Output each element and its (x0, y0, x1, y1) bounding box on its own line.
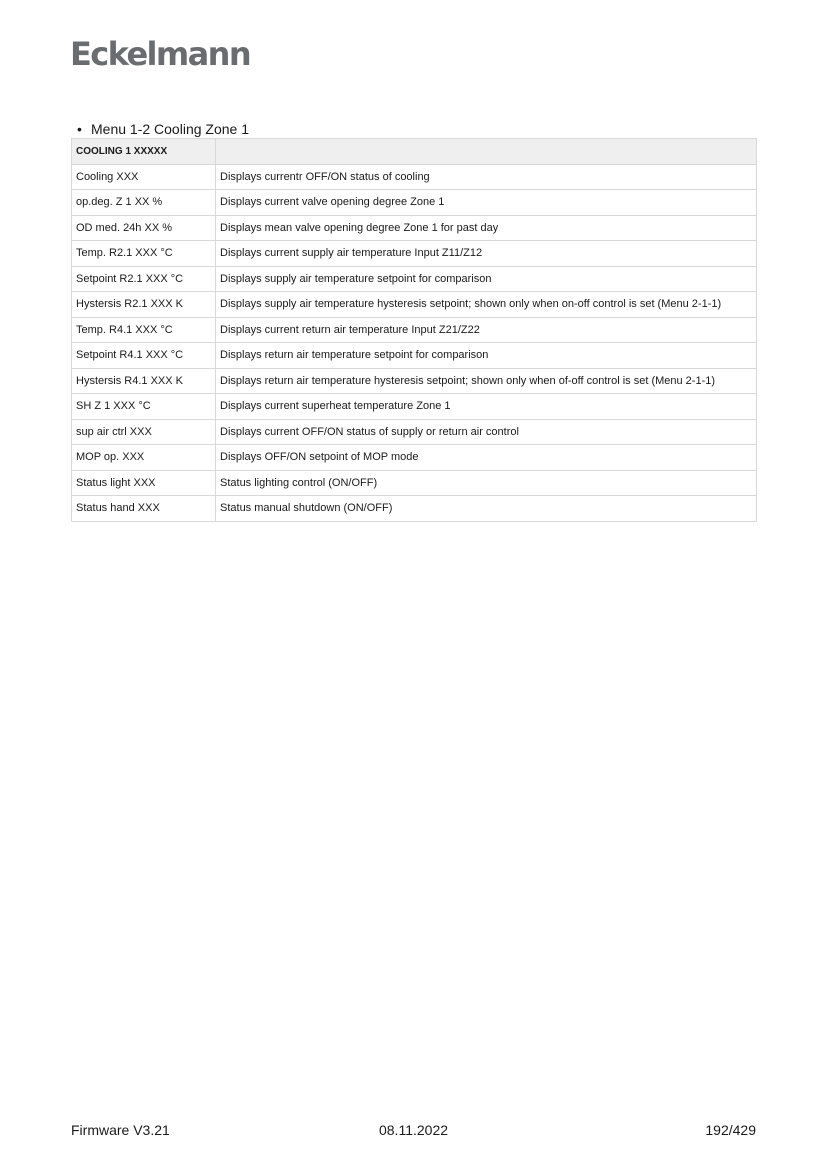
description-cell: Displays OFF/ON setpoint of MOP mode (216, 445, 757, 471)
table-row (72, 215, 757, 241)
description-cell: Displays return air temperature hysteresis setpoint; shown only when of-off control is set (Menu 2-1-1) (216, 368, 757, 394)
table-header-row (72, 139, 757, 165)
table-row (72, 368, 757, 394)
description-cell: Displays current OFF/ON status of supply or return air control (216, 419, 757, 445)
table-row (72, 241, 757, 267)
parameter-cell: OD med. 24h XX % (72, 215, 216, 241)
description-cell: Displays currentr OFF/ON status of cooling (216, 164, 757, 190)
parameter-cell: Setpoint R2.1 XXX °C (72, 266, 216, 292)
parameter-cell: Temp. R4.1 XXX °C (72, 317, 216, 343)
parameter-cell: sup air ctrl XXX (72, 419, 216, 445)
parameter-cell: Temp. R2.1 XXX °C (72, 241, 216, 267)
parameter-cell: Hystersis R4.1 XXX K (72, 368, 216, 394)
parameter-cell: Status light XXX (72, 470, 216, 496)
table-row (72, 266, 757, 292)
parameter-cell: Setpoint R4.1 XXX °C (72, 343, 216, 369)
bullet-icon: • (77, 121, 82, 137)
description-cell: Status manual shutdown (ON/OFF) (216, 496, 757, 522)
table-row (72, 190, 757, 216)
parameter-cell: Status hand XXX (72, 496, 216, 522)
parameter-table (71, 138, 757, 522)
table-header-cell (216, 139, 757, 165)
table-row (72, 317, 757, 343)
table-header-cell: COOLING 1 XXXXX (72, 139, 216, 165)
description-cell: Displays mean valve opening degree Zone 1 for past day (216, 215, 757, 241)
footer-firmware: Firmware V3.21 (71, 1122, 170, 1138)
description-cell: Displays return air temperature setpoint for comparison (216, 343, 757, 369)
table-row (72, 394, 757, 420)
footer-page-number: 192/429 (705, 1122, 756, 1138)
parameter-cell: SH Z 1 XXX °C (72, 394, 216, 420)
table-row (72, 496, 757, 522)
description-cell: Displays supply air temperature setpoint for comparison (216, 266, 757, 292)
table-row (72, 445, 757, 471)
table-row (72, 343, 757, 369)
parameter-cell: MOP op. XXX (72, 445, 216, 471)
parameter-cell: Cooling XXX (72, 164, 216, 190)
table-row (72, 164, 757, 190)
description-cell: Displays current supply air temperature Input Z11/Z12 (216, 241, 757, 267)
section-heading (77, 121, 249, 137)
description-cell: Displays current return air temperature Input Z21/Z22 (216, 317, 757, 343)
table-row (72, 419, 757, 445)
table-row (72, 470, 757, 496)
description-cell: Displays supply air temperature hysteresis setpoint; shown only when on-off control is set (Menu 2-1-1) (216, 292, 757, 318)
table-row (72, 292, 757, 318)
footer-date: 08.11.2022 (378, 1122, 449, 1138)
description-cell: Displays current valve opening degree Zone 1 (216, 190, 757, 216)
section-title: Menu 1-2 Cooling Zone 1 (91, 121, 249, 137)
parameter-cell: Hystersis R2.1 XXX K (72, 292, 216, 318)
company-logo: Eckelmann (70, 35, 251, 73)
parameter-cell: op.deg. Z 1 XX % (72, 190, 216, 216)
description-cell: Status lighting control (ON/OFF) (216, 470, 757, 496)
description-cell: Displays current superheat temperature Zone 1 (216, 394, 757, 420)
